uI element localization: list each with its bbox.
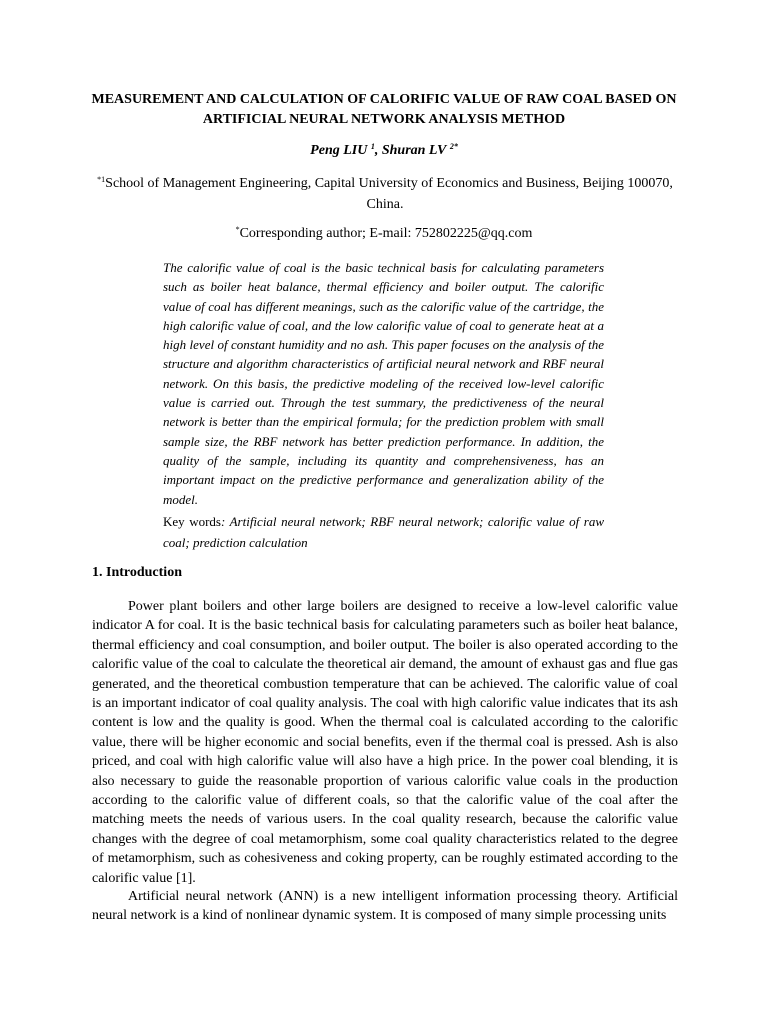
section-heading: 1. Introduction bbox=[92, 565, 182, 580]
affiliation-mark: *1 bbox=[97, 175, 106, 184]
author-affiliation-mark: 2* bbox=[449, 142, 458, 151]
corresponding-mark: * bbox=[235, 225, 240, 234]
affiliation-text: School of Management Engineering, Capital University of Economics and Business, Beijing 100070, China. bbox=[105, 176, 673, 212]
keywords bbox=[163, 511, 604, 553]
body-paragraph: Power plant boilers and other large boilers are designed to receive a low-level calorific value indicator A for coal. It is the basic technical basis for calculating parameters such as boiler heat balance, thermal efficiency and coal consumption, and boiler output. The boiler is also operated according to the calorific value of the coal to calculate the theoretical air demand, the amount of exhaust gas and flue gas generated, and the theoretical combustion temperature that can be achieved. The calorific value of coal is an important indicator of coal quality analysis. The coal with high calorific value indicates that its ash content is low and the quality is good. When the thermal coal is calculated according to the calorific value, there will be higher economic and social benefits, even if the thermal coal is pressed. Ash is also priced, and coal with high calorific value will also have a high price. In the power coal blending, it is also necessary to guide the reasonable proportion of various calorific value coals in the production according to the calorific value of different coals, so that the calorific value of the coal after the matching meets the needs of various users. In the coal quality research, because the calorific value changes with the degree of coal metamorphism, some coal quality characteristics related to the degree of metamorphism, such as cohesiveness and coking property, can be roughly estimated according to the calorific value [1]. bbox=[92, 599, 678, 886]
author-name: Peng LIU bbox=[310, 143, 368, 158]
body-paragraph: Artificial neural network (ANN) is a new intelligent information processing theory. Artificial neural network is a kind of nonlinear dynamic system. It is composed of many simple processing units bbox=[92, 889, 678, 924]
corresponding-author bbox=[60, 225, 708, 243]
affiliation bbox=[90, 173, 680, 215]
author-affiliation-mark: 1 bbox=[370, 142, 375, 151]
keywords-label: Key words bbox=[163, 514, 221, 529]
abstract: The calorific value of coal is the basic technical basis for calculating parameters such as boiler heat balance, thermal efficiency and boiler output. The calorific value of coal has different meanings, such as the calorific value of the cartridge, the high calorific value of coal, and the low calorific value of coal to generate heat at a high level of constant humidity and no ash. This paper focuses on the analysis of the structure and algorithm characteristics of artificial neural network and RBF neural network. On this basis, the predictive modeling of the received low-level calorific value is carried out. Through the test summary, the predictiveness of the neural network is better than the empirical formula; for the prediction problem with small sample size, the RBF network has better prediction performance. In addition, the quality of the sample, including its quantity and comprehensiveness, has an important impact on the predictive performance and generalization ability of the model. bbox=[163, 260, 604, 507]
author-name: Shuran LV bbox=[381, 143, 447, 158]
corresponding-text: Corresponding author; E-mail: 752802225@qq.com bbox=[239, 226, 533, 241]
author-line bbox=[60, 142, 708, 160]
keywords-text: : Artificial neural network; RBF neural network; calorific value of raw coal; prediction calculation bbox=[163, 514, 604, 550]
author-separator: , bbox=[374, 143, 382, 158]
paper-title: MEASUREMENT AND CALCULATION OF CALORIFIC VALUE OF RAW COAL BASED ON ARTIFICIAL NEURAL NETWORK ANALYSIS METHOD bbox=[91, 92, 677, 127]
